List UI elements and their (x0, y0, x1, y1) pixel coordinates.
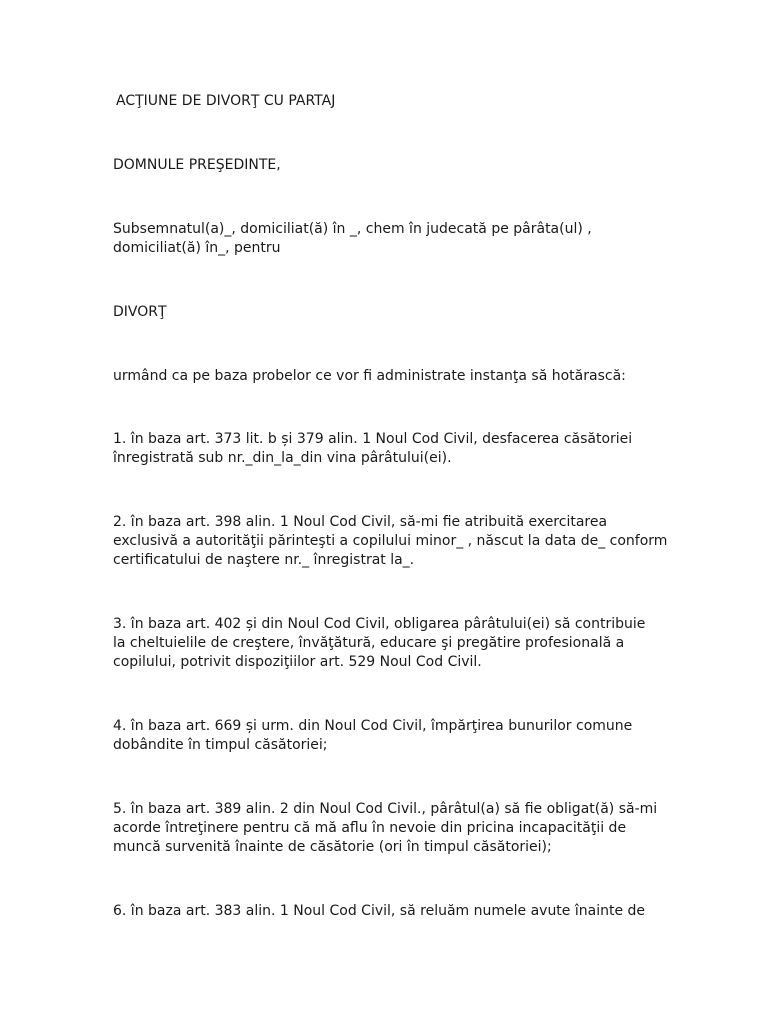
point-2-line-3: certificatului de naştere nr._ înregistrat la_. (113, 552, 415, 568)
point-3-line-2: la cheltuielile de creştere, învăţătură, educare şi pregătire profesională a (113, 635, 625, 651)
point-1-line-1: 1. în baza art. 373 lit. b și 379 alin. 1 Noul Cod Civil, desfacerea căsătoriei (113, 431, 633, 447)
salutation: DOMNULE PREŞEDINTE, (113, 157, 281, 173)
preamble: urmând ca pe baza probelor ce vor fi administrate instanţa să hotărască: (113, 368, 626, 384)
section-heading: DIVORŢ (113, 304, 167, 320)
point-5-line-2: acorde întreţinere pentru că mă aflu în nevoie din pricina incapacităţii de (113, 820, 627, 836)
intro-line-1: Subsemnatul(a)_, domiciliat(ă) în _, chem în judecată pe pârâta(ul) , (113, 221, 592, 237)
point-6-line-1: 6. în baza art. 383 alin. 1 Noul Cod Civil, să reluăm numele avute înainte de (113, 903, 646, 919)
point-1-line-2: înregistrată sub nr._din_la_din vina pârâtului(ei). (113, 450, 452, 466)
point-2-line-1: 2. în baza art. 398 alin. 1 Noul Cod Civil, să-mi fie atribuită exercitarea (113, 514, 608, 530)
point-5-line-1: 5. în baza art. 389 alin. 2 din Noul Cod Civil., pârâtul(a) să fie obligat(ă) să-mi (113, 801, 658, 817)
point-4-line-2: dobândite în timpul căsătoriei; (113, 737, 328, 753)
point-4-line-1: 4. în baza art. 669 și urm. din Noul Cod Civil, împărţirea bunurilor comune (113, 718, 633, 734)
point-3-line-3: copilului, potrivit dispoziţiilor art. 529 Noul Cod Civil. (113, 654, 482, 670)
point-5-line-3: muncă survenită înainte de căsătorie (ori în timpul căsătoriei); (113, 839, 552, 855)
document-title: ACŢIUNE DE DIVORŢ CU PARTAJ (116, 93, 336, 109)
point-3-line-1: 3. în baza art. 402 și din Noul Cod Civil, obligarea pârâtului(ei) să contribuie (113, 616, 646, 632)
point-2-line-2: exclusivă a autorităţii părinteşti a copilului minor_ , născut la data de_ conform (113, 533, 668, 549)
intro-line-2: domiciliat(ă) în_, pentru (113, 240, 281, 256)
